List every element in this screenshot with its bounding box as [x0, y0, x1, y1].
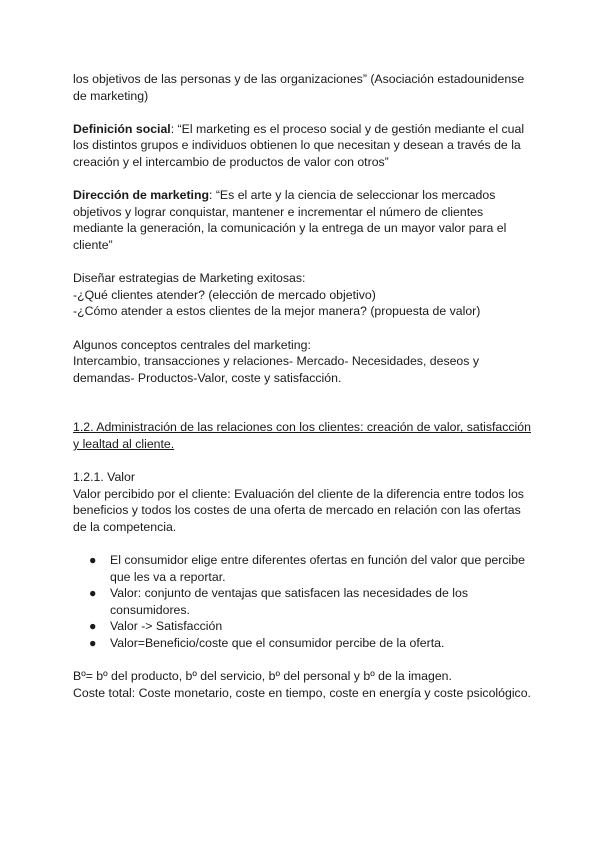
marketing-direction-text: : “Es el arte y la ciencia de seleccionar los mercados objetivos y lograr conquistar, mantener e incrementar el número de clientes mediante la generación, la comunicación y la entrega de un mayor valor para el cliente”: [73, 188, 507, 252]
strategies-question-1: -¿Qué clientes atender? (elección de mercado objetivo): [73, 287, 376, 302]
value-definition: Valor percibido por el cliente: Evaluación del cliente de la diferencia entre todos los beneficios y todos los costes de una oferta de mercado en relación con las ofertas de la competencia.: [73, 486, 524, 534]
intro-line-1: los objetivos de las personas y de las organizaciones” (Asociación estadounidense: [73, 72, 525, 86]
value-subheading: 1.2.1. Valor: [73, 470, 135, 485]
list-item-text: Valor=Beneficio/coste que el consumidor percibe de la oferta.: [110, 636, 445, 650]
bullet-dot-icon: ●: [89, 636, 97, 650]
social-definition-term: Definición social: [73, 121, 171, 136]
bullet-dot-icon: ●: [89, 553, 97, 568]
list-item: [73, 585, 533, 618]
cost-total: Coste total: Coste monetario, coste en tiempo, coste en energía y coste psicológico.: [73, 685, 531, 700]
list-item: [73, 618, 533, 635]
value-paragraph: [73, 469, 533, 535]
bullet-dot-icon: ●: [89, 619, 97, 634]
list-item-text: Valor -> Satisfacción: [110, 619, 223, 634]
social-definition-text: : “El marketing es el proceso social y de gestión mediante el cual los distintos grupos e individuos obtienen lo que necesitan y desean a través de la creación y el intercambio de productos de valor con otros”: [73, 121, 525, 169]
bullet-dot-icon: ●: [89, 586, 97, 601]
social-definition-paragraph: [73, 121, 533, 171]
benefit-total: Bº= bº del producto, bº del servicio, bº del personal y bº de la imagen.: [73, 669, 452, 684]
list-item-text: El consumidor elige entre diferentes ofertas en función del valor que percibe que les va a reportar.: [110, 553, 525, 584]
document-page: [73, 71, 533, 701]
concepts-title: Algunos conceptos centrales del marketing:: [73, 337, 311, 352]
list-item-text: Valor: conjunto de ventajas que satisfacen las necesidades de los consumidores.: [110, 586, 468, 617]
marketing-direction-paragraph: [73, 187, 533, 253]
marketing-direction-term: Dirección de marketing: [73, 188, 209, 203]
totals-paragraph: [73, 668, 533, 701]
strategies-title: Diseñar estrategias de Marketing exitosas:: [73, 271, 306, 286]
concepts-paragraph: [73, 337, 533, 387]
strategies-paragraph: [73, 270, 533, 320]
section-heading: 1.2. Administración de las relaciones con los clientes: creación de valor, satisfacción y lealtad al cliente.: [73, 420, 531, 451]
list-item: [73, 635, 533, 652]
list-item: [73, 552, 533, 585]
strategies-question-2: -¿Cómo atender a estos clientes de la mejor manera? (propuesta de valor): [73, 304, 481, 319]
intro-paragraph: [73, 71, 533, 104]
value-bullet-list: [73, 552, 533, 652]
intro-line-2: de marketing): [73, 88, 149, 103]
concepts-text: Intercambio, transacciones y relaciones- Mercado- Necesidades, deseos y demandas- Productos-Valor, coste y satisfacción.: [73, 354, 479, 385]
